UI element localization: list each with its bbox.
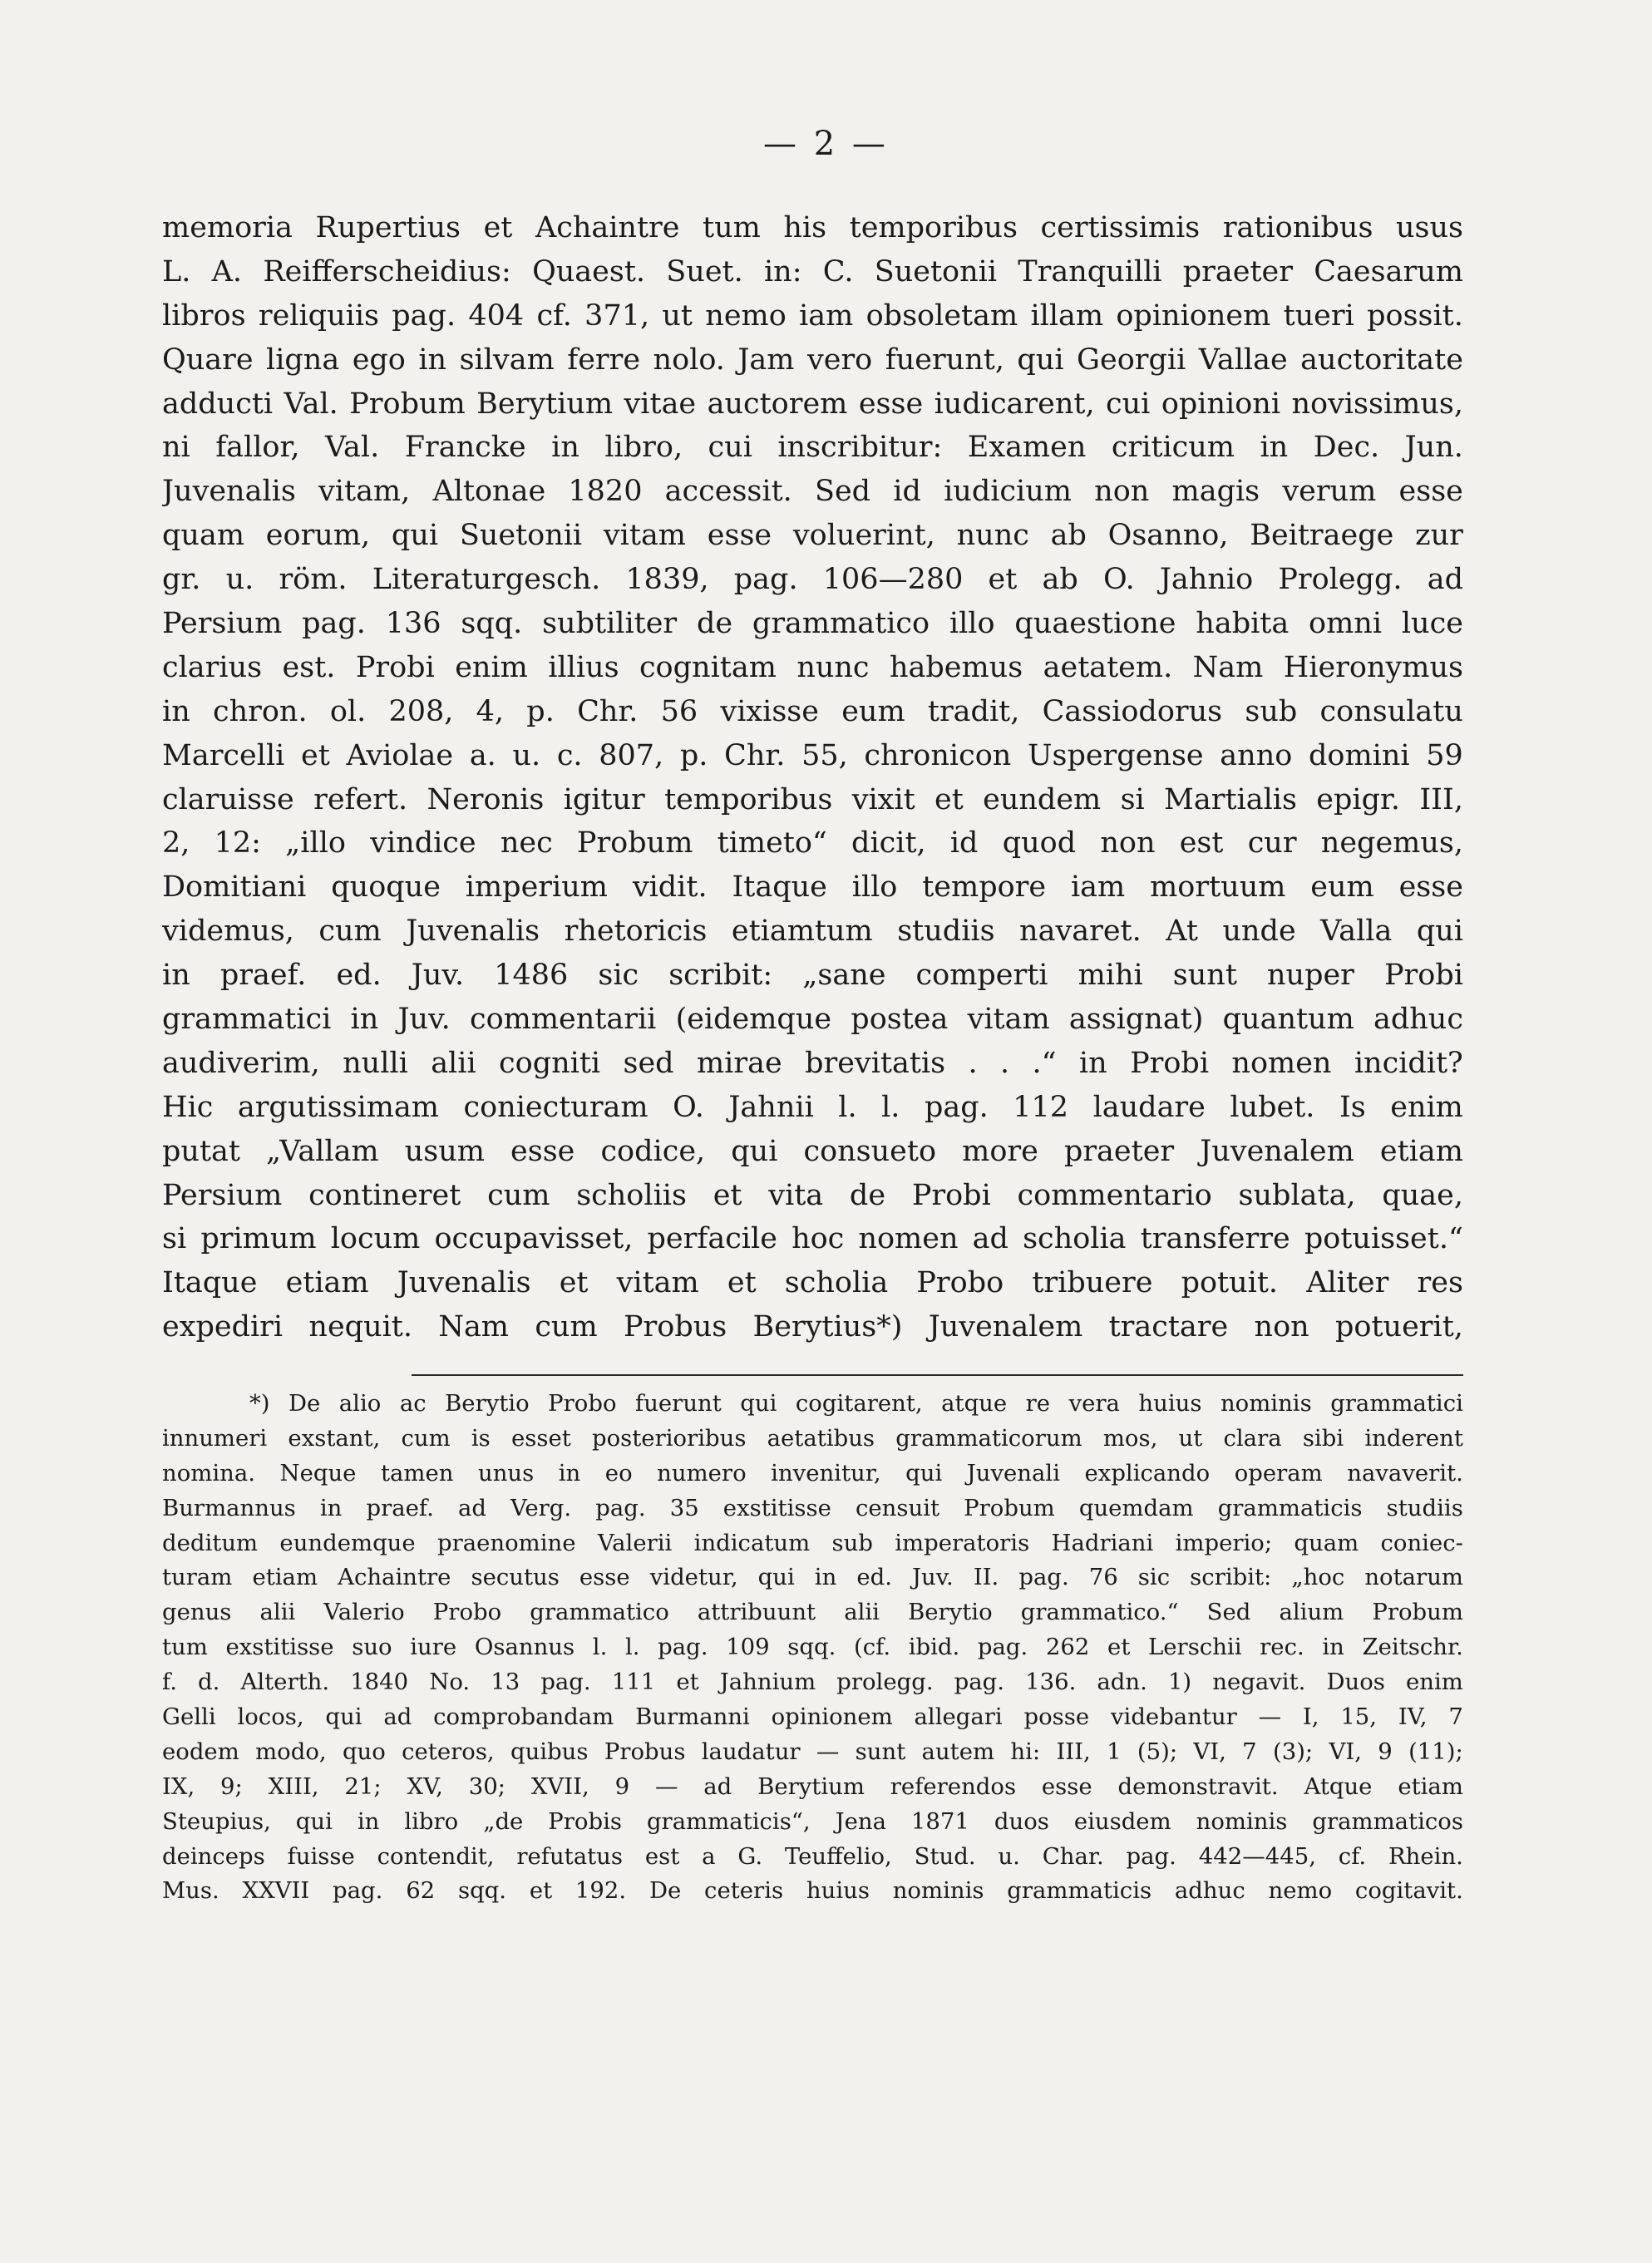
text-line: in praef. ed. Juv. 1486 sic scribit: „sane comperti mihi sunt nuper Probi: [162, 959, 1463, 993]
text-line: expediri nequit. Nam cum Probus Berytius*) Juvenalem tractare non potuerit,: [162, 1310, 1463, 1344]
footnote-line: nomina. Neque tamen unus in eo numero invenitur, qui Juvenali explicando operam navaverit.: [162, 1459, 1463, 1486]
footnote-line: Mus. XXVII pag. 62 sqq. et 192. De ceteris huius nominis grammaticis adhuc nemo cogitavit.: [162, 1877, 1463, 1905]
text-line: ni fallor, Val. Francke in libro, cui inscribitur: Examen criticum in Dec. Jun.: [162, 431, 1463, 465]
page-number: — 2 —: [763, 125, 889, 163]
text-line: putat „Vallam usum esse codice, qui consueto more praeter Juvenalem etiam: [162, 1134, 1463, 1168]
footnote: [162, 1387, 1463, 1909]
footnote-line: deinceps fuisse contendit, refutatus est a G. Teuffelio, Stud. u. Char. pag. 442—445, cf. Rhein.: [162, 1842, 1463, 1870]
text-line: 2, 12: „illo vindice nec Probum timeto“ dicit, id quod non est cur negemus,: [162, 826, 1463, 860]
footnote-line: Gelli locos, qui ad comprobandam Burmanni opinionem allegari posse videbantur — I, 15, IV, 7: [162, 1703, 1463, 1731]
text-line: Itaque etiam Juvenalis et vitam et scholia Probo tribuere potuit. Aliter res: [162, 1266, 1463, 1300]
text-line: quam eorum, qui Suetonii vitam esse voluerint, nunc ab Osanno, Beitraege zur: [162, 519, 1463, 553]
text-line: clarius est. Probi enim illius cognitam nunc habemus aetatem. Nam Hieronymus: [162, 650, 1463, 684]
text-line: claruisse refert. Neronis igitur temporibus vixit et eundem si Martialis epigr. III,: [162, 782, 1463, 816]
text-line: Domitiani quoque imperium vidit. Itaque illo tempore iam mortuum eum esse: [162, 870, 1463, 905]
text-line: grammatici in Juv. commentarii (eidemque postea vitam assignat) quantum adhuc: [162, 1003, 1463, 1037]
footnote-line: tum exstitisse suo iure Osannus l. l. pag. 109 sqq. (cf. ibid. pag. 262 et Lerschii rec. in Zeitschr.: [162, 1634, 1463, 1661]
main-text: [162, 206, 1463, 1349]
text-line: memoria Rupertius et Achaintre tum his temporibus certissimis rationibus usus: [162, 211, 1463, 244]
text-line: in chron. ol. 208, 4, p. Chr. 56 vixisse eum tradit, Cassiodorus sub consulatu: [162, 694, 1463, 728]
footnote-line: turam etiam Achaintre secutus esse videtur, qui in ed. Juv. II. pag. 76 sic scribit: „hoc notarum: [162, 1564, 1463, 1591]
footnote-line: IX, 9; XIII, 21; XV, 30; XVII, 9 — ad Berytium referendos esse demonstravit. Atque etiam: [162, 1772, 1463, 1800]
footnote-line: *) De alio ac Berytio Probo fuerunt qui cogitarent, atque re vera huius nominis grammatici: [249, 1390, 1463, 1417]
footnote-divider: [412, 1374, 1463, 1376]
text-line: audiverim, nulli alii cogniti sed mirae brevitatis . . .“ in Probi nomen incidit?: [162, 1046, 1463, 1080]
text-line: videmus, cum Juvenalis rhetoricis etiamtum studiis navaret. At unde Valla qui: [162, 915, 1463, 949]
text-line: Juvenalis vitam, Altonae 1820 accessit. Sed id iudicium non magis verum esse: [162, 475, 1463, 509]
text-line: Marcelli et Aviolae a. u. c. 807, p. Chr. 55, chronicon Uspergense anno domini 59: [162, 738, 1463, 772]
text-line: Hic argutissimam coniecturam O. Jahnii l. l. pag. 112 laudare lubet. Is enim: [162, 1090, 1463, 1124]
text-line: Persium contineret cum scholiis et vita de Probi commentario sublata, quae,: [162, 1178, 1463, 1212]
text-line: libros reliquiis pag. 404 cf. 371, ut nemo iam obsoletam illam opinionem tueri possit.: [162, 298, 1463, 333]
text-line: Quare ligna ego in silvam ferre nolo. Jam vero fuerunt, qui Georgii Vallae auctoritate: [162, 343, 1463, 377]
footnote-line: eodem modo, quo ceteros, quibus Probus laudatur — sunt autem hi: III, 1 (5); VI, 7 (3); VI, 9 (11);: [162, 1738, 1463, 1765]
text-line: Persium pag. 136 sqq. subtiliter de grammatico illo quaestione habita omni luce: [162, 607, 1463, 641]
footnote-line: Steupius, qui in libro „de Probis grammaticis“, Jena 1871 duos eiusdem nominis grammaticos: [162, 1807, 1463, 1835]
footnote-line: Burmannus in praef. ad Verg. pag. 35 exstitisse censuit Probum quemdam grammaticis studiis: [162, 1494, 1463, 1521]
text-line: si primum locum occupavisset, perfacile hoc nomen ad scholia transferre potuisset.“: [162, 1222, 1463, 1256]
footnote-line: innumeri exstant, cum is esset posterioribus aetatibus grammaticorum mos, ut clara sibi inderent: [162, 1424, 1463, 1452]
text-line: gr. u. röm. Literaturgesch. 1839, pag. 106—280 et ab O. Jahnio Prolegg. ad: [162, 563, 1463, 597]
footnote-line: genus alii Valerio Probo grammatico attribuunt alii Berytio grammatico.“ Sed alium Probum: [162, 1599, 1463, 1626]
footnote-line: deditum eundemque praenomine Valerii indicatum sub imperatoris Hadriani imperio; quam coniec-: [162, 1529, 1463, 1556]
footnote-line: f. d. Alterth. 1840 No. 13 pag. 111 et Jahnium prolegg. pag. 136. adn. 1) negavit. Duos enim: [162, 1669, 1463, 1696]
text-line: adducti Val. Probum Berytium vitae auctorem esse iudicarent, cui opinioni novissimus,: [162, 387, 1463, 421]
text-line: L. A. Reifferscheidius: Quaest. Suet. in: C. Suetonii Tranquilli praeter Caesarum: [162, 254, 1463, 288]
